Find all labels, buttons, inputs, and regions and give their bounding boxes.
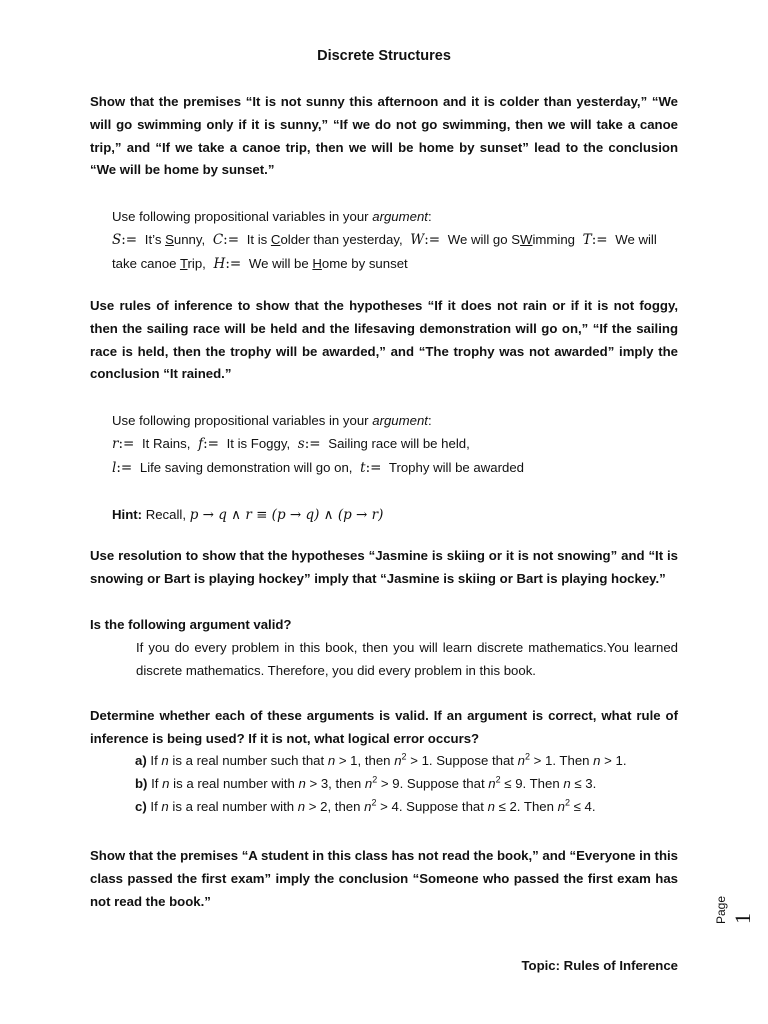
variables-line-2: l:= Life saving demonstration will go on, t:= Trophy will be awarded	[112, 460, 525, 476]
variables-line-1: r:= It Rains, f:= It is Foggy, s:= Sailing race will be held,	[112, 436, 470, 452]
question-5-items	[135, 749, 678, 818]
page-number: 1	[730, 913, 755, 924]
question-2-variables	[112, 409, 678, 527]
variables-line-1: S:= It’s Sunny, C:= It is Colder than yesterday, W:= We will go SWimming T:= We will take canoe Trip, H:= We will be Home by sunset	[112, 232, 657, 272]
hint-label: Hint:	[112, 507, 143, 522]
list-item: a) If n is a real number such that n > 1, then $n^2 > 1$. Suppose that $n^2 > 1$. Then n > 1.	[135, 751, 627, 768]
question-1-text: Show that the premises “It is not sunny this afternoon and it is colder than yesterday,” “We will go swimming only if it is sunny,” “If we do not go swimming, then we will take a canoe trip,” and “If we take a canoe trip, then we will be home by sunset” lead to the conclusion “We will be home by sunset.”	[90, 94, 678, 178]
hint-formula: p → q ∧ r ≡ (p → q) ∧ (p → r)	[189, 507, 384, 523]
question-4-text: If you do every problem in this book, then you will learn discrete mathematics.You learned discrete mathematics. Therefore, you did every problem in this book.	[136, 640, 678, 678]
list-item: b) If n is a real number with n > 3, then $n^2 > 9$. Suppose that $n^2 \le 9$. Then n ≤ 3.	[135, 774, 597, 791]
question-4-heading: Is the following argument valid?	[90, 617, 292, 632]
footer-topic: Topic: Rules of Inference	[521, 958, 678, 973]
question-3-text: Use resolution to show that the hypotheses “Jasmine is skiing or it is not snowing” and “It is snowing or Bart is playing hockey” imply that “Jasmine is skiing or Bart is playing hockey.”	[90, 548, 678, 586]
hint-line: Hint: Recall, p → q ∧ r ≡ (p → q) ∧ (p → r)	[112, 507, 384, 523]
question-5-text: Determine whether each of these arguments is valid. If an argument is correct, what rule of inference is being used? If it is not, what logical error occurs?	[90, 708, 678, 746]
question-2-text: Use rules of inference to show that the hypotheses “If it does not rain or if it is not foggy, then the sailing race will be held and the lifesaving demonstration will go on,” “If the sailing race is held, then the trophy will be awarded,” and “The trophy was not awarded” imply the conclusion “It rained.”	[90, 298, 678, 382]
page-number-marker	[712, 880, 755, 928]
question-6-text: Show that the premises “A student in this class has not read the book,” and “Everyone in this class passed the first exam” imply the conclusion “Someone who passed the first exam has not read the book.”	[90, 848, 678, 909]
list-item: c) If n is a real number with n > 2, then $n^2 > 4$. Suppose that n ≤ 2. Then $n^2 \le 4$.	[135, 797, 596, 814]
variables-intro: Use following propositional variables in your argument:	[112, 209, 432, 224]
variables-intro: Use following propositional variables in your argument:	[112, 413, 432, 428]
page-label: Page	[714, 895, 728, 924]
question-1-variables	[112, 205, 678, 276]
page-title: Discrete Structures	[317, 48, 451, 64]
